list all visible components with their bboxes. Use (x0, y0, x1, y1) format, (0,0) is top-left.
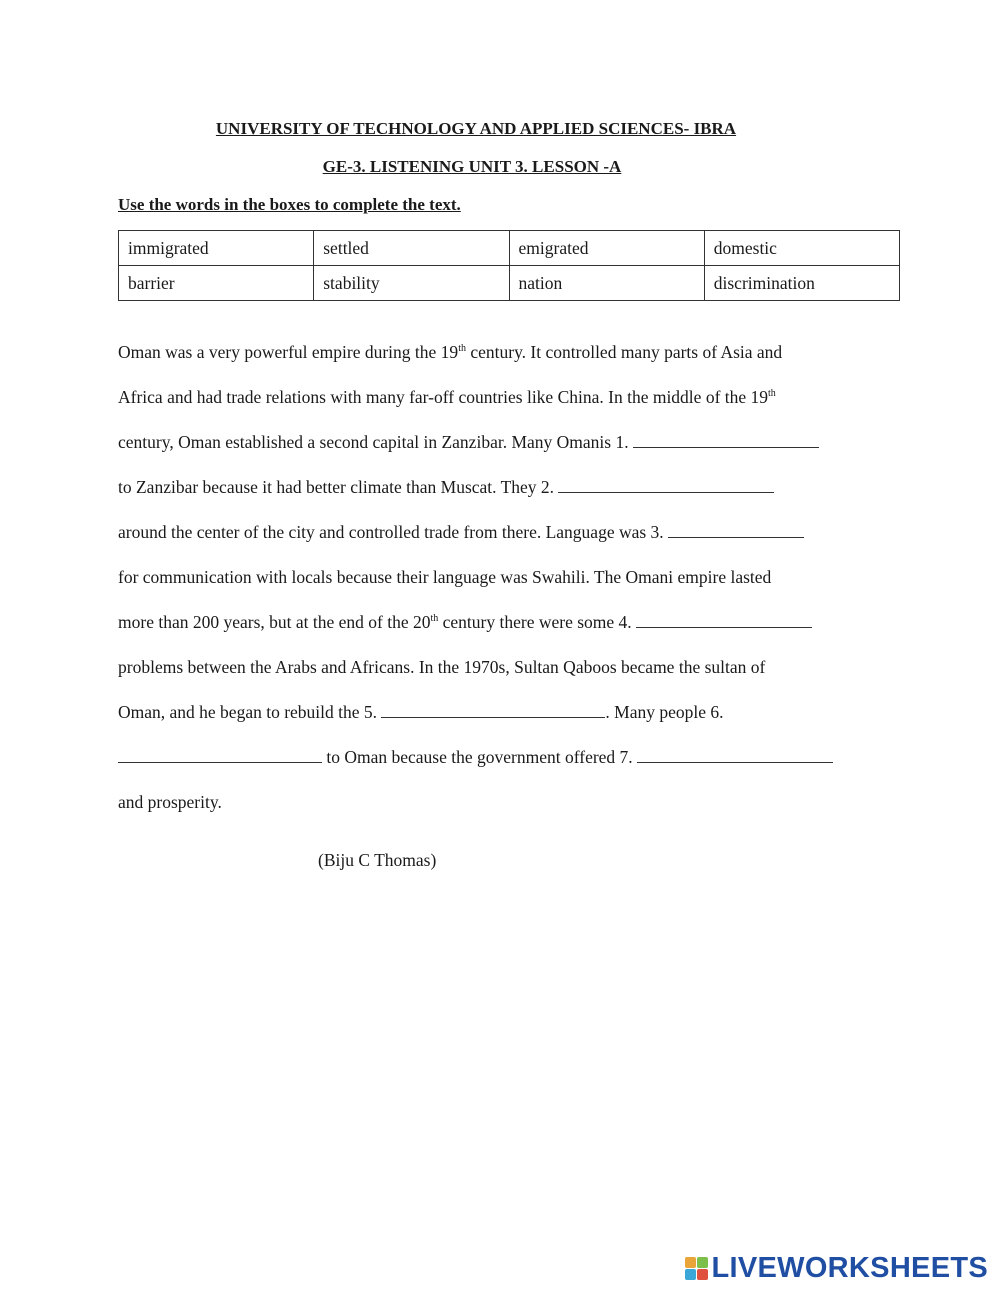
logo-icon (685, 1257, 708, 1280)
passage-line (118, 424, 918, 469)
university-title: UNIVERSITY OF TECHNOLOGY AND APPLIED SCIENCES- IBRA (215, 119, 737, 138)
passage-text: Oman, and he began to rebuild the 5. (118, 702, 382, 722)
word-cell: barrier (119, 266, 314, 301)
word-cell: stability (314, 266, 509, 301)
author-credit: (Biju C Thomas) (318, 850, 437, 870)
logo-square (685, 1257, 696, 1268)
passage-text: century, Oman established a second capital in Zanzibar. Many Omanis 1. (118, 432, 633, 452)
passage-text: Africa and had trade relations with many far-off countries like China. In the middle of the 19 (118, 387, 769, 407)
passage-text: to Zanzibar because it had better climate than Muscat. They 2. (118, 477, 559, 497)
logo-square (697, 1257, 708, 1268)
answer-blank-1[interactable] (633, 427, 819, 448)
word-cell: nation (509, 266, 704, 301)
answer-blank-5[interactable] (381, 697, 605, 718)
answer-blank-7[interactable] (637, 742, 833, 763)
passage-line (118, 334, 918, 379)
passage (118, 334, 918, 829)
answer-blank-2[interactable] (558, 472, 774, 493)
superscript: th (458, 343, 466, 354)
table-row (119, 266, 900, 301)
passage-text: Oman was a very powerful empire during the 19 (118, 342, 459, 362)
passage-line (118, 784, 918, 829)
passage-text: to Oman because the government offered 7. (322, 747, 638, 767)
answer-blank-4[interactable] (636, 607, 812, 628)
logo-square (697, 1269, 708, 1280)
passage-text: century there were some 4. (438, 612, 637, 632)
answer-blank-6[interactable] (118, 742, 322, 763)
passage-line (118, 694, 918, 739)
passage-text: and prosperity. (118, 792, 222, 812)
passage-text: problems between the Arabs and Africans. In the 1970s, Sultan Qaboos became the sultan of (118, 657, 766, 677)
passage-line (118, 739, 918, 784)
superscript: th (768, 388, 776, 399)
word-cell: settled (314, 231, 509, 266)
logo-square (685, 1269, 696, 1280)
word-box-table (118, 230, 900, 301)
passage-text: for communication with locals because their language was Swahili. The Omani empire lasted (118, 567, 772, 587)
table-row (119, 231, 900, 266)
word-cell: emigrated (509, 231, 704, 266)
logo-text: LIVEWORKSHEETS (711, 1252, 988, 1284)
passage-text: around the center of the city and controlled trade from there. Language was 3. (118, 522, 669, 542)
lesson-title: GE-3. LISTENING UNIT 3. LESSON -A (322, 157, 622, 176)
passage-text: century. It controlled many parts of Asia and (465, 342, 783, 362)
passage-line (118, 514, 918, 559)
word-cell: immigrated (119, 231, 314, 266)
word-cell: discrimination (704, 266, 899, 301)
passage-line (118, 559, 918, 604)
passage-line (118, 604, 918, 649)
instruction-text: Use the words in the boxes to complete the text. (118, 195, 461, 214)
passage-line (118, 469, 918, 514)
passage-line (118, 649, 918, 694)
liveworksheets-logo[interactable] (685, 1252, 989, 1285)
answer-blank-3[interactable] (668, 517, 804, 538)
superscript: th (430, 613, 439, 624)
passage-text: . Many people 6. (605, 702, 724, 722)
passage-text: more than 200 years, but at the end of the 20 (118, 612, 431, 632)
word-cell: domestic (704, 231, 899, 266)
passage-line (118, 379, 918, 424)
